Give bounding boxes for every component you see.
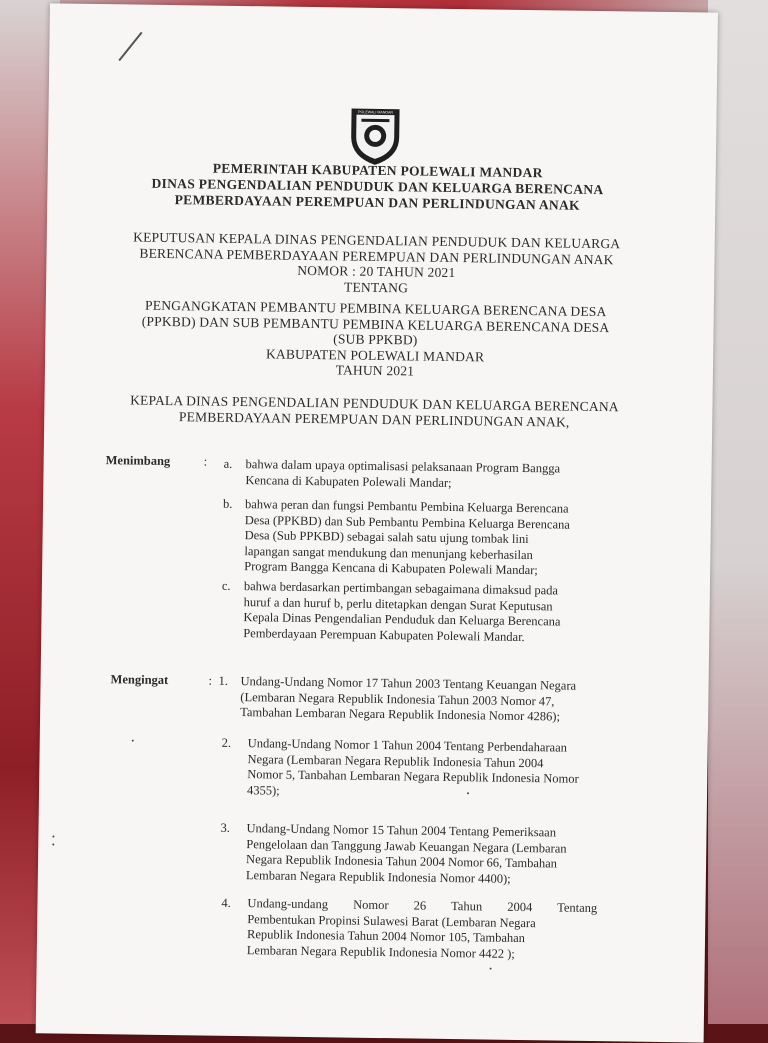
decree-subject [85, 297, 666, 383]
decree-line-2: BERENCANA PEMBERDAYAAN PEREMPUAN DAN PERLINDUNGAN ANAK [139, 245, 614, 267]
mengingat-marker-2: 2. [221, 735, 232, 750]
text-line: Lembaran Negara Republik Indonesia Nomor 4422 ); [246, 942, 515, 961]
subject-line-1: PENGANGKATAN PEMBANTU PEMBINA KELUARGA BERENCANA DESA [145, 297, 607, 320]
mengingat-marker-3: 3. [220, 820, 231, 835]
subject-regency: KABUPATEN POLEWALI MANDAR [265, 345, 485, 364]
menimbang-item-b [244, 497, 629, 580]
text-line: lapangan sangat mendukung dan menunjang keberhasilan [244, 543, 533, 562]
speck [490, 968, 492, 970]
mengingat-item-1 [240, 674, 631, 726]
subject-line-3: (SUB PPKBD) [333, 331, 418, 348]
official-line-2: PEMBERDAYAAN PEREMPUAN DAN PERLINDUNGAN ANAK, [178, 408, 570, 430]
text-line: Pengelolaan dan Tanggung Jawab Keuangan Negara (Lembaran [246, 836, 567, 856]
text-line: huruf a dan huruf b, perlu ditetapkan dengan Surat Keputusan [243, 594, 553, 613]
text-line: Desa (PPKBD) dan Sub Pembantu Pembina Keluarga Berencana [244, 512, 570, 532]
menimbang-marker-c: c. [221, 578, 231, 593]
mengingat-marker-4: 4. [221, 895, 231, 910]
speck [467, 792, 469, 794]
menimbang-marker-b: b. [222, 496, 233, 511]
decree-number: NOMOR : 20 TAHUN 2021 [297, 262, 456, 281]
mengingat-item-4 [247, 896, 628, 963]
text-line: Kencana di Kabupaten Polewali Mandar; [245, 472, 452, 490]
menimbang-colon: : [203, 454, 208, 469]
text-line: Kepala Dinas Pengendalian Penduduk dan Keluarga Berencana [243, 610, 561, 629]
text-line: Negara Republik Indonesia Tahun 2004 Nomor 66, Tambahan [246, 852, 558, 871]
text-line: Pemberdayaan Perempuan Kabupaten Polewali Mandar. [243, 625, 525, 644]
speck [52, 835, 54, 837]
letterhead-line-3: PEMBERDAYAAN PEREMPUAN DAN PERLINDUNGAN ANAK [174, 192, 580, 213]
speck [52, 843, 54, 845]
speck [132, 740, 134, 742]
text-line: Pembentukan Propinsi Sulawesi Barat (Lembaran Negara [247, 911, 536, 930]
background-right [708, 0, 768, 1024]
text-line: Undang-undang Nomor 26 Tahun 2004 Tentang [247, 896, 598, 916]
menimbang-item-c [243, 579, 628, 646]
decree-about: TENTANG [343, 278, 409, 295]
menimbang-label: Menimbang [105, 453, 171, 469]
mengingat-colon: : [208, 673, 213, 688]
mengingat-label: Mengingat [110, 672, 169, 688]
text-line: Nomor 5, Tanbahan Lembaran Negara Republik Indonesia Nomor [247, 767, 579, 786]
text-line: bahwa berdasarkan pertimbangan sebagaimana dimaksud pada [243, 579, 559, 598]
text-line: (Lembaran Negara Republik Indonesia Tahun 2003 Nomor 47, [240, 689, 555, 708]
text-line: bahwa peran dan fungsi Pembantu Pembina Keluarga Berencana [244, 497, 569, 516]
issuing-official [84, 392, 664, 431]
document-page [36, 3, 718, 1042]
text-line: bahwa dalam upaya optimalisasi pelaksanaan Program Bangga [245, 457, 561, 476]
pen-mark [118, 32, 142, 61]
decree-title [86, 229, 667, 299]
text-line: Program Bangga Kencana di Kabupaten Polewali Mandar; [244, 559, 538, 578]
svg-text:POLEWALI MANDAR: POLEWALI MANDAR [358, 110, 393, 115]
mengingat-item-2 [247, 736, 632, 803]
text-line: Undang-Undang Nomor 1 Tahun 2004 Tentang Perbendaharaan [247, 736, 568, 755]
text-line: Tambahan Lembaran Negara Republik Indonesia Nomor 4286); [240, 705, 561, 724]
text-line: Desa (Sub PPKBD) sebagai salah satu ujung tombak lini [244, 528, 529, 547]
mengingat-item-3 [246, 821, 631, 888]
letterhead-line-2: DINAS PENGENDALIAN PENDUDUK DAN KELUARGA BERENCANA [151, 175, 604, 198]
official-line-1: KEPALA DINAS PENGENDALIAN PENDUDUK DAN KELUARGA BERENCANA [130, 392, 619, 415]
subject-year: TAHUN 2021 [335, 362, 415, 379]
regency-emblem-icon [347, 103, 404, 168]
menimbang-marker-a: a. [223, 456, 233, 471]
text-line: Undang-Undang Nomor 17 Tahun 2003 Tentang Keuangan Negara [240, 674, 577, 693]
text-line: Negara (Lembaran Negara Republik Indonesia Tahun 2004 [247, 751, 544, 770]
text-line: Undang-Undang Nomor 15 Tahun 2004 Tentang Pemeriksaan [246, 821, 557, 840]
menimbang-item-a [245, 457, 629, 493]
text-line: Lembaran Negara Republik Indonesia Nomor 4400); [245, 867, 511, 886]
letterhead-line-1: PEMERINTAH KABUPATEN POLEWALI MANDAR [212, 160, 543, 181]
letterhead [87, 159, 668, 215]
text-line: Republik Indonesia Tahun 2004 Nomor 105, Tambahan [246, 927, 526, 946]
mengingat-marker-1: 1. [218, 673, 229, 688]
decree-line-1: KEPUTUSAN KEPALA DINAS PENGENDALIAN PENDUDUK DAN KELUARGA [133, 229, 621, 252]
subject-line-2: (PPKBD) DAN SUB PEMBANTU PEMBINA KELUARGA BERENCANA DESA [141, 313, 610, 335]
text-line: 4355); [246, 782, 280, 798]
